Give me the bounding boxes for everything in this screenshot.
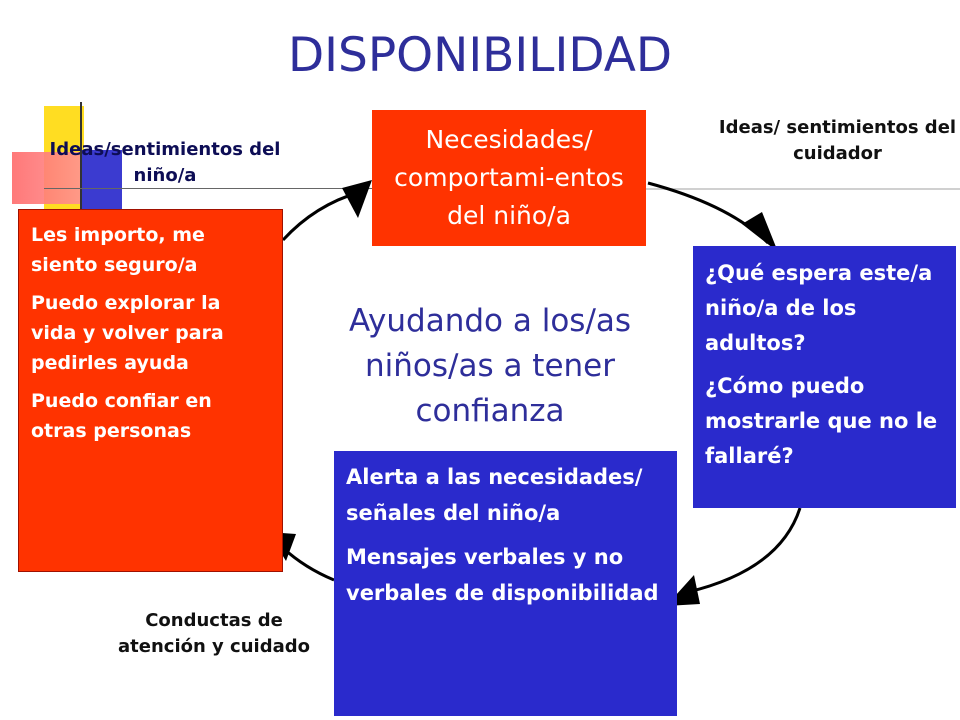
page-title: DISPONIBILIDAD xyxy=(287,28,673,83)
carer-feelings-label: Ideas/ sentimientos del cuidador xyxy=(718,117,957,164)
feelings-paragraph: Puedo explorar la vida y volver para pedirles ayuda xyxy=(31,292,224,374)
arrow-alert-to-feelings xyxy=(283,548,334,580)
expectations-paragraph: ¿Qué espera este/a niño/a de los adultos? xyxy=(705,261,933,355)
expectations-box xyxy=(693,246,956,508)
expectations-paragraph: ¿Cómo puedo mostrarle que no le fallaré? xyxy=(705,374,938,468)
alert-box xyxy=(334,451,677,716)
child-feelings-label: Ideas/sentimientos del niño/a xyxy=(49,139,281,186)
needs-text: Necesidades/ comportami-entos del niño/a xyxy=(394,125,624,230)
center-caption: Ayudando a los/as niños/as a tener confianza xyxy=(348,303,632,429)
alert-paragraph: Mensajes verbales y no verbales de disponibilidad xyxy=(346,545,659,605)
care-behaviours-label: Conductas de atención y cuidado xyxy=(118,610,310,657)
feelings-paragraph: Puedo confiar en otras personas xyxy=(31,390,212,442)
alert-paragraph: Alerta a las necesidades/ señales del niño/a xyxy=(346,465,643,525)
needs-box xyxy=(372,110,646,246)
arrow-needs-to-expectations xyxy=(648,183,768,243)
feelings-paragraph: Les importo, me siento seguro/a xyxy=(31,224,205,276)
arrowhead-needs-icon xyxy=(342,180,372,218)
feelings-box xyxy=(18,209,283,572)
arrow-expectations-to-alert xyxy=(688,508,800,592)
